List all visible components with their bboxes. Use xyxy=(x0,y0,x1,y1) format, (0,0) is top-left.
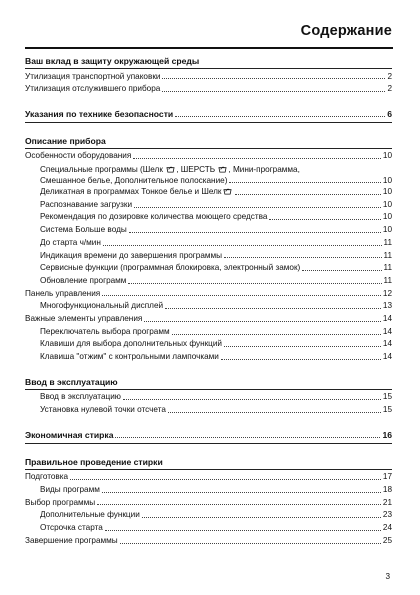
leader-dots xyxy=(123,399,381,400)
toc-entry-page: 10 xyxy=(382,199,392,209)
toc-entry-label: Обновление программ xyxy=(40,275,127,285)
toc-entry-label: Клавиша "отжим" с контрольными лампочками xyxy=(40,352,219,362)
leader-dots xyxy=(102,492,381,493)
toc-entry-label: Выбор программы xyxy=(25,497,96,507)
toc-entry[interactable] xyxy=(25,391,392,404)
toc-entry-label: Завершение программы xyxy=(25,535,118,545)
toc-entry[interactable] xyxy=(25,484,392,497)
toc-section-commissioning xyxy=(25,376,392,417)
handwash-tub-icon xyxy=(223,187,232,195)
toc-entry-label: Деликатная в программах Тонкое белье и Шелк xyxy=(40,186,233,199)
leader-dots xyxy=(105,530,381,531)
toc-entry-page: 10 xyxy=(382,225,392,235)
toc-entry-page: 21 xyxy=(382,497,392,507)
toc-entry[interactable] xyxy=(25,509,392,522)
toc-entry-page: 15 xyxy=(382,392,392,402)
toc-entry-page: 14 xyxy=(382,352,392,362)
toc-entry-label: Утилизация транспортной упаковки xyxy=(25,71,161,81)
toc-entry[interactable] xyxy=(25,150,392,163)
toc-entry-page: 10 xyxy=(382,187,392,196)
toc-section-washing xyxy=(25,456,392,548)
toc-entry-page: 11 xyxy=(383,250,392,260)
toc-entry-label: Установка нулевой точки отсчета xyxy=(40,405,166,415)
toc-entry[interactable] xyxy=(25,404,392,417)
toc-entry-line: Специальные программы (Шелк , ШЕРСТЬ , Мини-программа, xyxy=(40,165,300,174)
leader-dots xyxy=(134,207,381,208)
leader-dots xyxy=(224,257,381,258)
toc-entry-page: 10 xyxy=(382,151,392,161)
toc-entry-page: 18 xyxy=(382,484,392,494)
leader-dots xyxy=(165,308,381,309)
toc-entry-label: Панель управления xyxy=(25,288,101,298)
toc-entry-special-programs[interactable] xyxy=(25,164,392,186)
section-heading: Указания по технике безопасности xyxy=(25,109,174,119)
toc-entry-page: 14 xyxy=(382,339,392,349)
page-title: Содержание xyxy=(300,23,392,39)
toc-entry-page: 17 xyxy=(382,472,392,482)
toc-entry[interactable] xyxy=(25,211,392,224)
toc-entry-page: 10 xyxy=(382,176,392,185)
leader-dots xyxy=(115,437,380,438)
leader-dots xyxy=(102,295,381,296)
leader-dots xyxy=(172,334,381,335)
toc-entry[interactable] xyxy=(25,522,392,535)
toc-entry-label: Дополнительные функции xyxy=(40,510,140,520)
toc-entry-label: Отсрочка старта xyxy=(40,522,103,532)
toc-entry[interactable] xyxy=(25,275,392,288)
toc-entry-label: Особенности оборудования xyxy=(25,151,132,161)
leader-dots xyxy=(103,245,382,246)
toc-entry-page: 2 xyxy=(387,71,392,81)
toc-entry[interactable] xyxy=(25,237,392,250)
section-heading: Ввод в эксплуатацию xyxy=(25,376,392,390)
toc-entry-page: 11 xyxy=(383,263,392,273)
toc-entry[interactable] xyxy=(25,497,392,510)
toc-entry-label: Переключатель выбора программ xyxy=(40,326,170,336)
handwash-tub-icon xyxy=(166,165,175,173)
toc-section-economy xyxy=(25,429,392,444)
toc-entry-page: 6 xyxy=(387,109,392,119)
toc-entry[interactable] xyxy=(25,351,392,364)
leader-dots xyxy=(235,194,381,195)
toc-entry[interactable] xyxy=(25,338,392,351)
toc-entry[interactable] xyxy=(25,471,392,484)
title-rule xyxy=(25,47,393,49)
toc-entry-label: Подготовка xyxy=(25,472,69,482)
leader-dots xyxy=(302,270,381,271)
toc-entry-label: Утилизация отслужившего прибора xyxy=(25,84,161,94)
section-heading: Ваш вклад в защиту окружающей среды xyxy=(25,55,392,69)
toc-entry-label: До старта ч/мин xyxy=(40,237,101,247)
toc-entry[interactable] xyxy=(25,313,392,326)
leader-dots xyxy=(128,283,381,284)
toc-entry[interactable] xyxy=(25,326,392,339)
leader-dots xyxy=(229,182,380,183)
section-heading: Экономичная стирка xyxy=(25,429,114,440)
table-of-contents xyxy=(25,55,392,547)
toc-entry[interactable] xyxy=(25,224,392,237)
leader-dots xyxy=(142,517,381,518)
toc-entry-page: 25 xyxy=(382,535,392,545)
leader-dots xyxy=(144,321,381,322)
leader-dots xyxy=(224,346,381,347)
leader-dots xyxy=(97,504,381,505)
leader-dots xyxy=(162,78,385,79)
leader-dots xyxy=(221,359,381,360)
toc-entry-page: 12 xyxy=(382,288,392,298)
section-heading: Правильное проведение стирки xyxy=(25,456,392,470)
toc-entry-label: Ввод в эксплуатацию xyxy=(40,392,121,402)
toc-entry-label: Виды программ xyxy=(40,484,100,494)
toc-entry-label: Индикация времени до завершения программы xyxy=(40,250,223,260)
toc-entry-line: Смешанное белье, Дополнительное полоскание) 10 xyxy=(40,176,392,185)
toc-section-environment xyxy=(25,55,392,96)
toc-section-description xyxy=(25,135,392,364)
toc-entry[interactable] xyxy=(25,300,392,313)
page-number: 3 xyxy=(385,572,390,581)
leader-dots xyxy=(269,219,380,220)
toc-entry[interactable] xyxy=(25,535,392,548)
toc-entry-label: Сервисные функции (программная блокировка, электронный замок) xyxy=(40,263,301,273)
toc-entry-page: 13 xyxy=(382,301,392,311)
toc-entry[interactable] xyxy=(25,288,392,301)
toc-entry-page: 2 xyxy=(387,84,392,94)
toc-entry[interactable] xyxy=(25,199,392,212)
handwash-tub-icon xyxy=(218,165,227,173)
toc-entry[interactable] xyxy=(25,250,392,263)
toc-entry-page: 23 xyxy=(382,510,392,520)
toc-entry-page: 15 xyxy=(382,405,392,415)
toc-heading-entry[interactable] xyxy=(25,108,392,123)
toc-entry-page: 14 xyxy=(382,314,392,324)
toc-entry-label: Клавиши для выбора дополнительных функций xyxy=(40,339,223,349)
toc-entry-label: Многофункциональный дисплей xyxy=(40,301,164,311)
toc-entry[interactable] xyxy=(25,83,392,96)
toc-entry-page: 11 xyxy=(383,275,392,285)
leader-dots xyxy=(129,232,381,233)
leader-dots xyxy=(175,116,385,117)
section-heading: Описание прибора xyxy=(25,135,392,149)
toc-entry-label: Рекомендация по дозировке количества моющего средства xyxy=(40,212,268,222)
toc-entry-page: 24 xyxy=(382,522,392,532)
toc-entry[interactable] xyxy=(25,71,392,84)
leader-dots xyxy=(70,479,381,480)
toc-entry-page: 14 xyxy=(382,326,392,336)
toc-entry-page: 16 xyxy=(382,429,392,440)
toc-entry-label: Важные элементы управления xyxy=(25,314,143,324)
leader-dots xyxy=(120,543,381,544)
toc-entry-page: 10 xyxy=(382,212,392,222)
toc-entry[interactable] xyxy=(25,262,392,275)
leader-dots xyxy=(133,158,381,159)
toc-entry-label: Распознавание загрузки xyxy=(40,199,133,209)
leader-dots xyxy=(162,91,385,92)
toc-heading-entry[interactable] xyxy=(25,429,392,444)
leader-dots xyxy=(168,412,381,413)
toc-entry-page: 11 xyxy=(383,237,392,247)
toc-section-safety xyxy=(25,108,392,123)
toc-entry-label: Система Больше воды xyxy=(40,225,127,235)
toc-entry-delicate[interactable] xyxy=(25,186,392,199)
